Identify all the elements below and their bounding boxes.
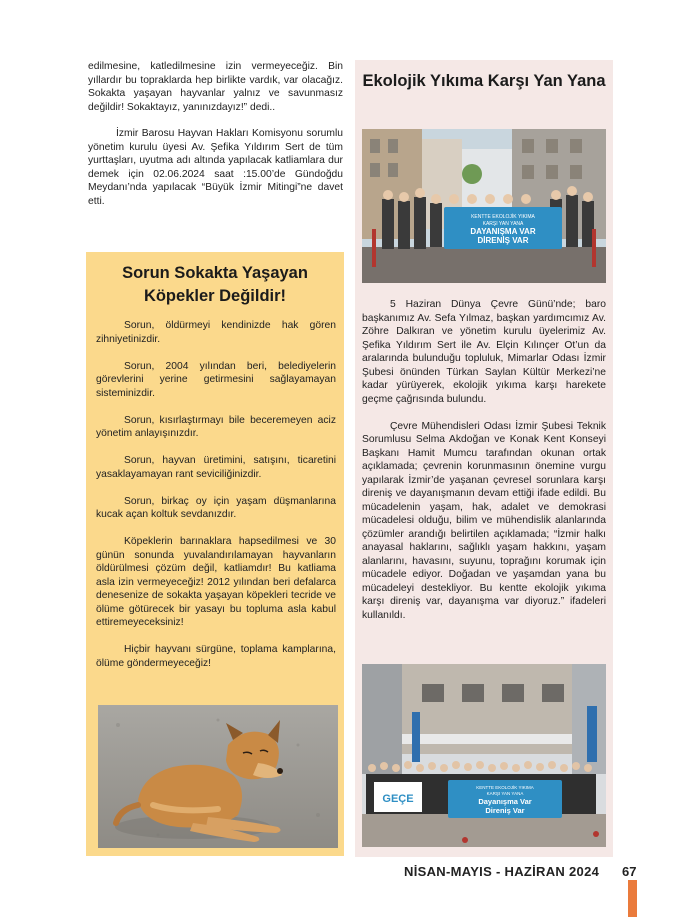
dogs-paragraph: Köpeklerin barınaklara hapsedilmesi ve 30 günün sonunda yuvalandırılamayan hayvanların öldürülmesi çözüm değil, katliamdır! Bu katliama asla izin vermeyeceğiz! 2012 yılından beri defalarca denesenize de sokakta yaşayan köpekleri tecride ve ölüme götürecek bir yasayı bu topluma asla kabul ettiremeyeceksiniz! — [96, 536, 336, 628]
march-photo-top — [362, 129, 606, 283]
dogs-paragraph: Sorun, 2004 yılından beri, belediyelerin görevlerini yerine getirmesini sağlayamayan sisteminizdir. — [96, 360, 336, 399]
sidebar-box-dogs — [86, 252, 344, 856]
banner-line: Dayanışma Var — [478, 797, 532, 806]
ecology-paragraph: 5 Haziran Dünya Çevre Günü’nde; baro başkanımız Av. Sefa Yılmaz, başkan yardımcımız Av. Zöhre Dalkıran ve yönetim kurulu üyelerimiz Av. Şefika Yıldırım Sert ile Av. Elçin Kılınçer Ot’un da aralarında bulunduğu topluluk, Mimarlar Odası İzmir Şubesi önünden Türkan Saylan Kültür Merkezi’ne kadar yürüyerek, ekolojik yıkıma karşı harekete geçme çağrısında bulundu. — [362, 299, 606, 405]
box-body-dogs — [96, 319, 336, 684]
banner-line: DAYANIŞMA VAR — [470, 227, 536, 236]
banner-line: KENTTE EKOLOJİK YIKIMA — [471, 214, 535, 220]
box-body-ecology — [362, 298, 606, 636]
dogs-paragraph: Sorun, birkaç oy için yaşam düşmanlarına kucak açan koltuk sevdanızdır. — [96, 495, 336, 520]
banner-line: KARŞI YAN YANA — [482, 221, 524, 227]
sidebar-box-ecology — [355, 60, 613, 857]
banner-line: KENTTE EKOLOJİK YIKIMA — [476, 785, 534, 790]
issue-label: NİSAN-MAYIS - HAZİRAN 2024 — [404, 864, 600, 879]
page-number: 67 — [622, 864, 637, 879]
dogs-paragraph: Hiçbir hayvanı sürgüne, toplama kamplarına, ölüme göndermeyeceğiz! — [96, 644, 336, 669]
footer-accent-bar — [628, 880, 637, 917]
dogs-paragraph: Sorun, hayvan üretimini, satışını, ticaretini yasaklayamayan rant seviciliğinizdir. — [96, 455, 336, 480]
box-title-dogs: Sorun Sokakta Yaşayan Köpekler Değildir! — [122, 264, 308, 305]
left-column-intro — [88, 60, 343, 221]
intro-paragraph-2: İzmir Barosu Hayvan Hakları Komisyonu sorumlu yönetim kurulu üyesi Av. Şefika Yıldırım Sert de tüm yurttaşları, uyutma adı altında yapılacak katliamlara dur demek için 02.06.2024 saat :15.00’de Gündoğdu Meydanı’nda yapılacak “Büyük İzmir Mitingi”ne davet etti. — [88, 128, 343, 207]
side-sign-text: GEÇE — [382, 793, 414, 805]
banner-line: KARŞI YAN YANA — [486, 791, 524, 796]
intro-paragraph-1: edilmesine, katledilmesine izin vermeyeceğiz. Bin yıllardır bu topraklarda hep birlikte vardık, var olacağız. Sokakta yaşayan hayvanlar yalnız ve savunmasız değildir! Sokaktayız, yanınızdayız!” dedi.. — [88, 61, 343, 113]
group-photo-bottom — [362, 664, 606, 847]
dog-photo — [98, 705, 338, 848]
banner-line: DİRENİŞ VAR — [477, 236, 529, 245]
dogs-paragraph: Sorun, kısırlaştırmayı bile beceremeyen aciz yönetim anlayışınızdır. — [96, 414, 336, 439]
banner-line: Direniş Var — [485, 806, 525, 815]
ecology-paragraph: Çevre Mühendisleri Odası İzmir Şubesi Teknik Sorumlusu Selma Akdoğan ve Konak Kent Konseyi Başkanı Hamit Mumcu tarafından okunan ortak açıklamada; çevrenin korunmasının önemine vurgu yapılarak İzmir’de yaşanan çevresel sorunlara karşı direniş ve dayanışmanın devam ettiği ifade edildi. Bu mücadelenin yaşam, hak, adalet ve demokrasi mücadelesi olduğu, bilim ve mühendislik alanlarında çözümler arandığı belirtilen açıklamada; “İzmir halkı anayasal haklarını, sağlıklı yaşam hakkını, yaşam alanlarını, havasını, suyunu, toprağını korumak için mücadele ediyor. Doğadan ve yaşamdan yana bu mücadeleyi destekliyor. Bu kentte ekolojik yıkıma karşı direniş var, dayanışma var diyoruz.” ifadeleri kullanıldı. — [362, 420, 606, 621]
dogs-paragraph: Sorun, öldürmeyi kendinizde hak gören zihniyetinizdir. — [96, 320, 336, 345]
box-title-ecology: Ekolojik Yıkıma Karşı Yan Yana — [362, 72, 606, 90]
